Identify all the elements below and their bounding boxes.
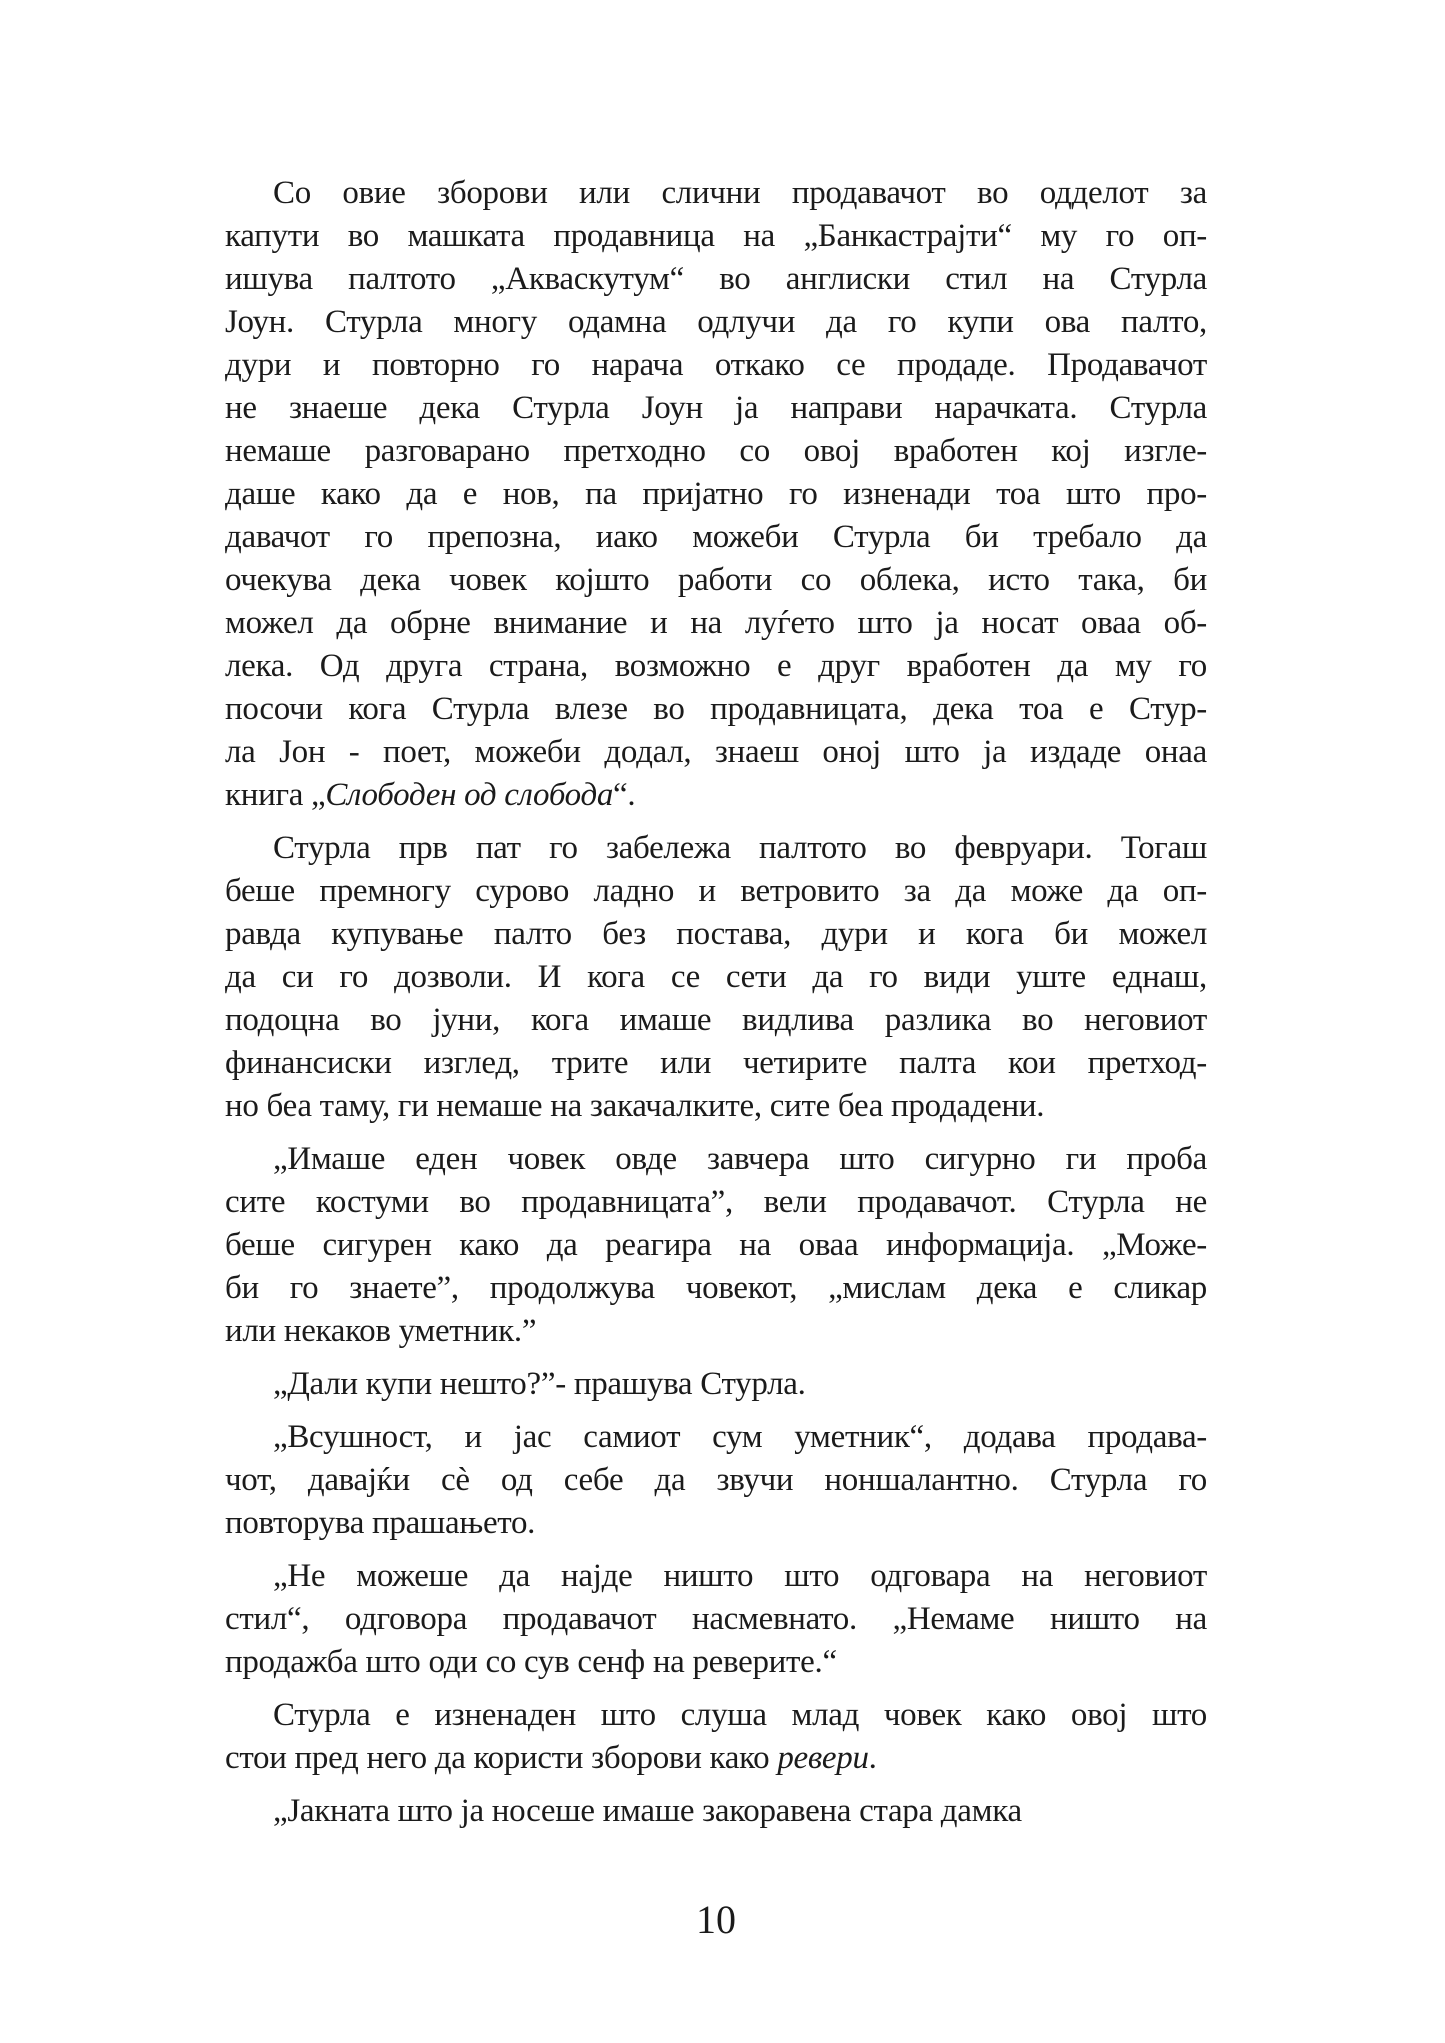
text-block <box>225 172 1207 1833</box>
plain-text: “. <box>613 777 636 813</box>
plain-text: книга „ <box>225 777 326 813</box>
text-line: ишува палтото „Акваскутум“ во англиски стил на Стурла <box>225 261 1207 297</box>
paragraph <box>225 1694 1207 1780</box>
text-line: посочи кога Стурла влезе во продавницата, дека тоа е Стур- <box>225 691 1207 727</box>
text-line: подоцна во јуни, кога имаше видлива разлика во неговиот <box>225 1002 1207 1038</box>
paragraph <box>225 1138 1207 1353</box>
text-line: „Не можеше да најде ништо што одговара на неговиот <box>273 1558 1207 1594</box>
text-line: очекува дека човек којшто работи со облека, исто така, би <box>225 562 1207 598</box>
paragraph <box>225 1790 1207 1833</box>
paragraph <box>225 1416 1207 1545</box>
text-line: „Дали купи нешто?”- прашува Стурла. <box>273 1366 806 1402</box>
text-line: лека. Од друга страна, возможно е друг вработен да му го <box>225 648 1207 684</box>
text-line: сите костуми во продавницата”, вели продавачот. Стурла не <box>225 1184 1207 1220</box>
text-line: финансиски изглед, трите или четирите палта кои претход- <box>225 1045 1207 1081</box>
text-line: Јоун. Стурла многу одамна одлучи да го купи ова палто, <box>225 304 1207 340</box>
text-line: можел да обрне внимание и на луѓето што ја носат оваа об- <box>225 605 1207 641</box>
text-line: дури и повторно го нарача откако се продаде. Продавачот <box>225 347 1207 383</box>
text-line <box>225 774 1207 817</box>
plain-text: . <box>868 1740 877 1776</box>
text-line: беше сигурен како да реагира на оваа информација. „Може- <box>225 1227 1207 1263</box>
text-line: да си го дозволи. И кога се сети да го види уште еднаш, <box>225 959 1207 995</box>
plain-text: стои пред него да користи зборови како <box>225 1740 778 1776</box>
text-line: Стурла е изненаден што слуша млад човек како овој што <box>273 1697 1207 1733</box>
paragraph <box>225 1555 1207 1684</box>
page-number: 10 <box>696 1897 736 1942</box>
text-line: „Имаше еден човек овде завчера што сигурно ги проба <box>273 1141 1207 1177</box>
text-line: повторува прашањето. <box>225 1505 536 1541</box>
text-line: давачот го препозна, иако можеби Стурла би требало да <box>225 519 1207 555</box>
text-line: беше премногу сурово ладно и ветровито за да може да оп- <box>225 873 1207 909</box>
text-line: немаше разговарано претходно со овој вработен кој изгле- <box>225 433 1207 469</box>
text-line: но беа таму, ги немаше на закачалките, сите беа продадени. <box>225 1088 1045 1124</box>
text-line: даше како да е нов, па пријатно го изненади тоа што про- <box>225 476 1207 512</box>
text-line: би го знаете”, продолжува човекот, „мислам дека е сликар <box>225 1270 1207 1306</box>
text-line: чот, давајќи сè од себе да звучи ноншалантно. Стурла го <box>225 1462 1207 1498</box>
text-line: Со овие зборови или слични продавачот во одделот за <box>273 175 1207 211</box>
text-line: капути во машката продавница на „Банкастрајти“ му го оп- <box>225 218 1207 254</box>
italic-text: ревери <box>777 1740 869 1776</box>
text-line: Стурла прв пат го забележа палтото во февруари. Тогаш <box>273 830 1207 866</box>
text-line: ла Јон - поет, можеби додал, знаеш оној што ја издаде онаа <box>225 734 1207 770</box>
text-line: не знаеше дека Стурла Јоун ја направи нарачката. Стурла <box>225 390 1207 426</box>
text-line: стил“, одговора продавачот насмевнато. „Немаме ништо на <box>225 1601 1207 1637</box>
text-line <box>225 1737 1207 1780</box>
italic-text: Слободен од слобода <box>325 777 614 813</box>
text-line: или некаков уметник.” <box>225 1313 537 1349</box>
text-line: равда купување палто без постава, дури и кога би можел <box>225 916 1207 952</box>
text-line: „Всушност, и јас самиот сум уметник“, додава продава- <box>273 1419 1207 1455</box>
paragraph <box>225 827 1207 1128</box>
paragraph <box>225 172 1207 817</box>
text-line: „Јакната што ја носеше имаше закоравена стара дамка <box>273 1793 1022 1829</box>
text-line: продажба што оди со сув сенф на реверите.“ <box>225 1644 837 1680</box>
paragraph <box>225 1363 1207 1406</box>
